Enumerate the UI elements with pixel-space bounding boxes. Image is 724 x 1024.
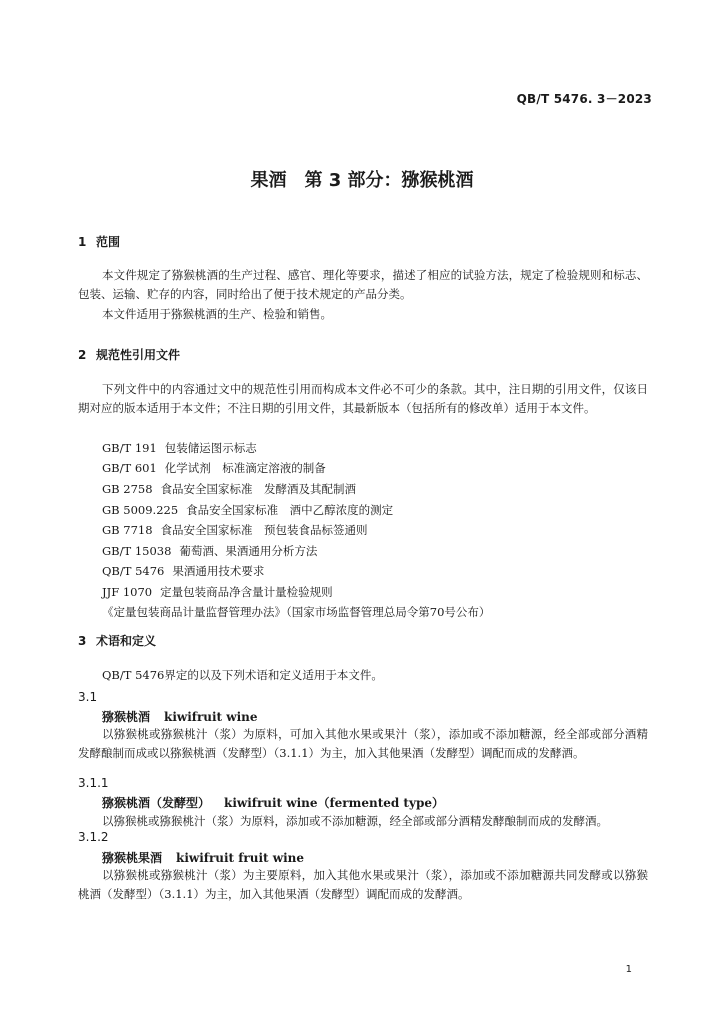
reference-title: 食品安全国家标准 发酵酒及其配制酒: [160, 482, 357, 496]
reference-title: 果酒通用技术要求: [172, 564, 265, 578]
term-en: kiwifruit wine: [164, 710, 258, 724]
section-number: 2: [78, 348, 87, 362]
reference-item: [102, 563, 264, 579]
reference-item: [102, 440, 257, 456]
reference-code: QB/T 5476: [102, 564, 165, 578]
reference-code: GB 5009.225: [102, 503, 179, 517]
reference-code: GB/T 15038: [102, 544, 172, 558]
section-title: 规范性引用文件: [96, 348, 181, 362]
section-3-heading: [78, 632, 156, 649]
reference-title: 食品安全国家标准 酒中乙醇浓度的测定: [186, 503, 394, 517]
reference-item: [102, 522, 368, 538]
term-number: 3.1: [78, 690, 98, 704]
reference-title: 定量包装商品净含量计量检验规则: [160, 585, 333, 599]
reference-title: 《定量包装商品计量监督管理办法》（国家市场监督管理总局令第70号公布）: [102, 605, 491, 619]
term-number: 3.1.2: [78, 830, 109, 844]
reference-code: GB/T 191: [102, 441, 157, 455]
section-title: 范围: [96, 235, 121, 249]
reference-code: GB 7718: [102, 523, 153, 537]
term-definition: 以猕猴桃或猕猴桃汁（浆）为原料，添加或不添加糖源，经全部或部分酒精发酵酿制而成的发酵酒。: [102, 814, 608, 828]
terms-intro: QB/T 5476界定的以及下列术语和定义适用于本文件。: [102, 668, 383, 682]
reference-item: [102, 481, 356, 497]
reference-code: GB/T 601: [102, 461, 157, 475]
term-number: 3.1.1: [78, 776, 109, 790]
document-title: [0, 166, 724, 192]
reference-code: JJF 1070: [102, 585, 153, 599]
references-intro: 下列文件中的内容通过文中的规范性引用而构成本文件必不可少的条款。其中，注日期的引用文件，仅该日期对应的版本适用于本文件；不注日期的引用文件，其最新版本（包括所有的修改单）适用于本文件。: [78, 382, 648, 415]
section-title: 术语和定义: [96, 634, 157, 648]
reference-item: [102, 502, 393, 518]
reference-item: [102, 584, 333, 600]
scope-paragraph-1: 本文件规定了猕猴桃酒的生产过程、感官、理化等要求，描述了相应的试验方法，规定了检验规则和标志、包装、运输、贮存的内容，同时给出了便于技术规定的产品分类。: [78, 268, 648, 301]
term-cn: 猕猴桃酒: [102, 710, 151, 724]
reference-title: 化学试剂 标准滴定溶液的制备: [164, 461, 326, 475]
section-2-heading: [78, 346, 180, 363]
term-heading: [102, 849, 304, 866]
reference-code: GB 2758: [102, 482, 153, 496]
reference-title: 食品安全国家标准 预包装食品标签通则: [160, 523, 368, 537]
term-en: kiwifruit wine（fermented type）: [224, 796, 444, 810]
section-1-heading: [78, 233, 120, 250]
term-cn: 猕猴桃果酒: [102, 851, 163, 865]
section-number: 1: [78, 235, 87, 249]
term-cn: 猕猴桃酒（发酵型）: [102, 796, 211, 810]
page-number: 1: [625, 964, 632, 975]
reference-item: [102, 460, 326, 476]
reference-title: 包装储运图示标志: [164, 441, 257, 455]
title-part: 第 3 部分：猕猴桃酒: [304, 170, 474, 191]
reference-title: 葡萄酒、果酒通用分析方法: [179, 544, 318, 558]
scope-paragraph-2: 本文件适用于猕猴桃酒的生产、检验和销售。: [102, 307, 332, 321]
term-en: kiwifruit fruit wine: [176, 851, 305, 865]
reference-item: [102, 604, 490, 620]
reference-item: [102, 543, 317, 559]
title-main: 果酒: [250, 170, 287, 191]
term-heading: [102, 794, 444, 811]
term-heading: [102, 708, 258, 725]
section-number: 3: [78, 634, 87, 648]
term-definition: 以猕猴桃或猕猴桃汁（浆）为原料，可加入其他水果或果汁（浆），添加或不添加糖源，经全部或部分酒精发酵酿制而成或以猕猴桃酒（发酵型）（3.1.1）为主，加入其他果酒（发酵型）调配而成的发酵酒。: [78, 727, 648, 760]
standard-number: QB/T 5476. 3－2023: [516, 92, 652, 106]
term-definition: 以猕猴桃或猕猴桃汁（浆）为主要原料，加入其他水果或果汁（浆），添加或不添加糖源共同发酵或以猕猴桃酒（发酵型）（3.1.1）为主，加入其他果酒（发酵型）调配而成的发酵酒。: [78, 868, 648, 901]
